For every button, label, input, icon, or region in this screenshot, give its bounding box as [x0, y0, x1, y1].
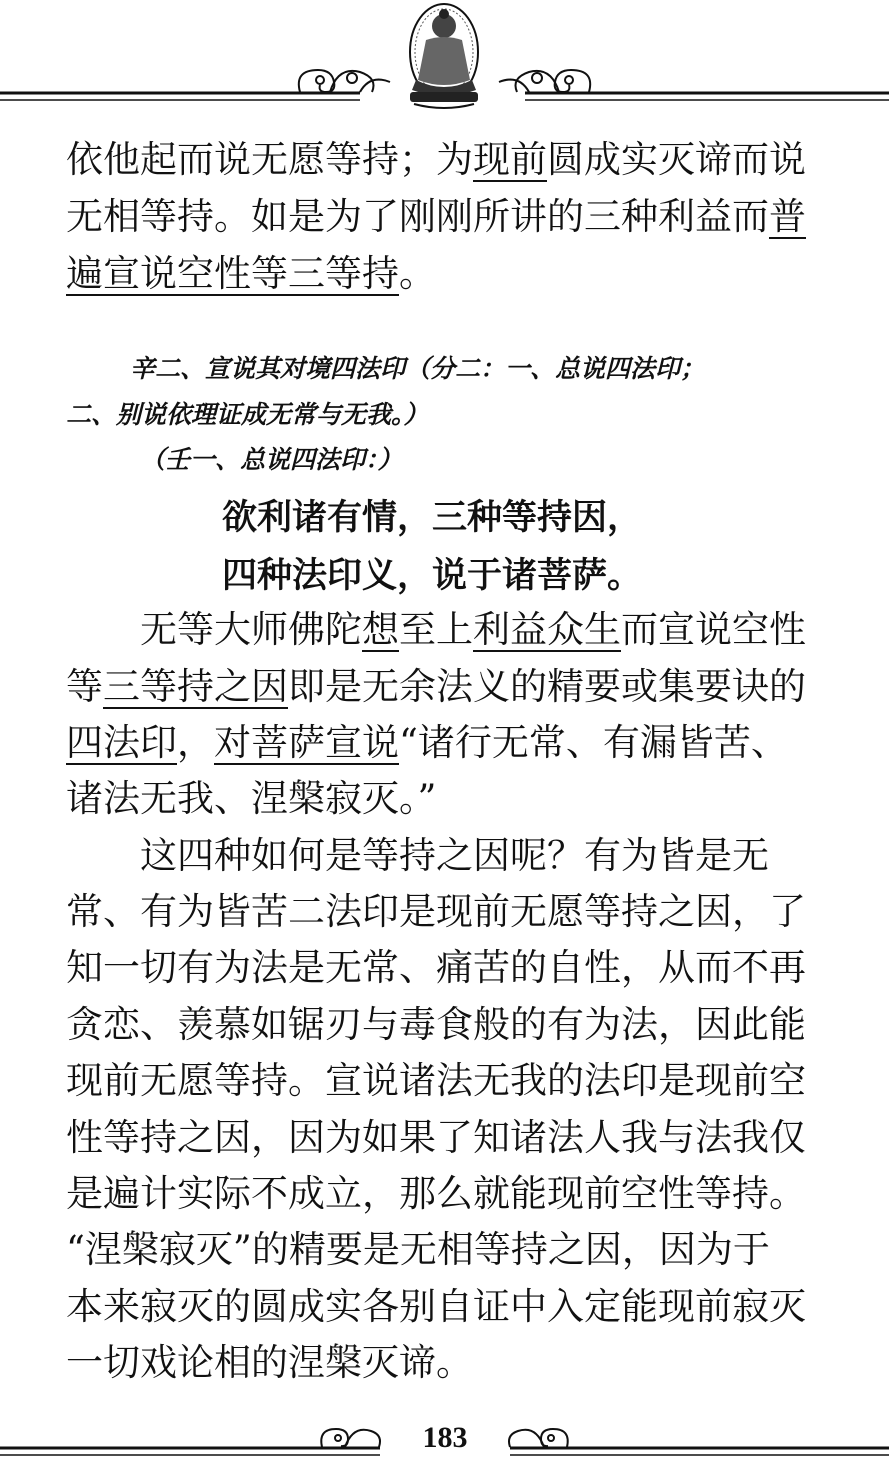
buddha-figure-icon [410, 4, 478, 108]
text-run: 是遍计实际不成立，那么就能现前空性等持。 [66, 1172, 806, 1215]
underlined-text: 三等持之因 [103, 665, 288, 708]
text-run: 性等持之因，因为如果了知诸法人我与法我仅 [66, 1116, 806, 1159]
text-run: 即是无余法义的精要或集要诀的 [288, 665, 806, 708]
underlined-text: 普 [769, 195, 806, 238]
text-run: “涅槃寂灭”的精要是无相等持之因，因为于 [66, 1228, 770, 1271]
verse-line: 四种法印义，说于诸菩萨。 [222, 556, 643, 596]
text-run: 诸法无我、涅槃寂灭。” [66, 777, 437, 820]
text-run: 一切戏论相的涅槃灭谛。 [66, 1341, 473, 1384]
underlined-text: 遍宣说 [66, 252, 177, 295]
paragraph-line [66, 602, 856, 658]
text-run: 现前无愿等持。宣说诸法无我的法印是现前空 [66, 1059, 806, 1102]
text-run: 等 [66, 665, 103, 708]
paragraph-line [66, 940, 856, 996]
text-run: 依他起而说无愿等持；为 [66, 138, 473, 181]
underlined-text: 利益众生 [473, 608, 621, 651]
cloud-scroll-icon [499, 70, 590, 92]
paragraph-line [66, 1053, 856, 1109]
page-number: 183 [422, 1421, 468, 1454]
text-run: 而宣说空性 [621, 608, 806, 651]
cloud-scroll-icon [509, 1429, 568, 1447]
text-run: 本来寂灭的圆成实各别自证中入定能现前寂灭 [66, 1285, 806, 1328]
text-run: 圆成实灭谛而说 [547, 138, 806, 181]
paragraph-line [66, 997, 856, 1053]
text-run: 至上 [399, 608, 473, 651]
text-run: 常、有为皆苦二法印是现前无愿等持之因，了 [66, 890, 806, 933]
text-run: 无等大师佛陀 [66, 608, 362, 651]
verse-line: 欲利诸有情，三种等持因， [222, 498, 643, 538]
paragraph-line [66, 884, 856, 940]
paragraph-line [66, 1110, 856, 1166]
paragraph-line [66, 1335, 856, 1391]
text-run: ， [177, 721, 214, 764]
subsection-heading: （壬一、总说四法印：） [140, 445, 403, 474]
underlined-text: 四法印 [66, 721, 177, 764]
text-run: 知一切有为法是无常、痛苦的自性，从而不再 [66, 946, 806, 989]
underlined-text: 空性等三等持 [177, 252, 399, 295]
paragraph-line [66, 828, 856, 884]
text-run: 无相等持。如是为了刚刚所讲的三种利益而 [66, 195, 769, 238]
paragraph-line [66, 1279, 856, 1335]
cloud-scroll-icon [321, 1429, 380, 1447]
paragraph-line [66, 659, 856, 715]
underlined-text: 对菩萨宣说 [214, 721, 399, 764]
section-heading: 辛二、宣说其对境四法印（分二：一、总说四法印； [130, 354, 706, 383]
text-run: “诸行无常、有漏皆苦、 [399, 721, 788, 764]
text-run: 贪恋、羡慕如锯刃与毒食般的有为法，因此能 [66, 1003, 806, 1046]
intro-line [66, 246, 856, 302]
intro-line [66, 132, 856, 188]
underlined-text: 想 [362, 608, 399, 651]
text-run: 。 [399, 252, 436, 295]
paragraph-line [66, 1222, 856, 1278]
text-run: 这四种如何是等持之因呢？有为皆是无 [66, 834, 769, 877]
paragraph-line [66, 715, 856, 771]
underlined-text: 现前 [473, 138, 547, 181]
cloud-scroll-icon [299, 70, 390, 92]
section-heading: 二、别说依理证成无常与无我。） [66, 400, 429, 429]
header-ornament [0, 0, 889, 118]
paragraph-line [66, 771, 856, 827]
paragraph-line [66, 1166, 856, 1222]
intro-line [66, 189, 856, 245]
